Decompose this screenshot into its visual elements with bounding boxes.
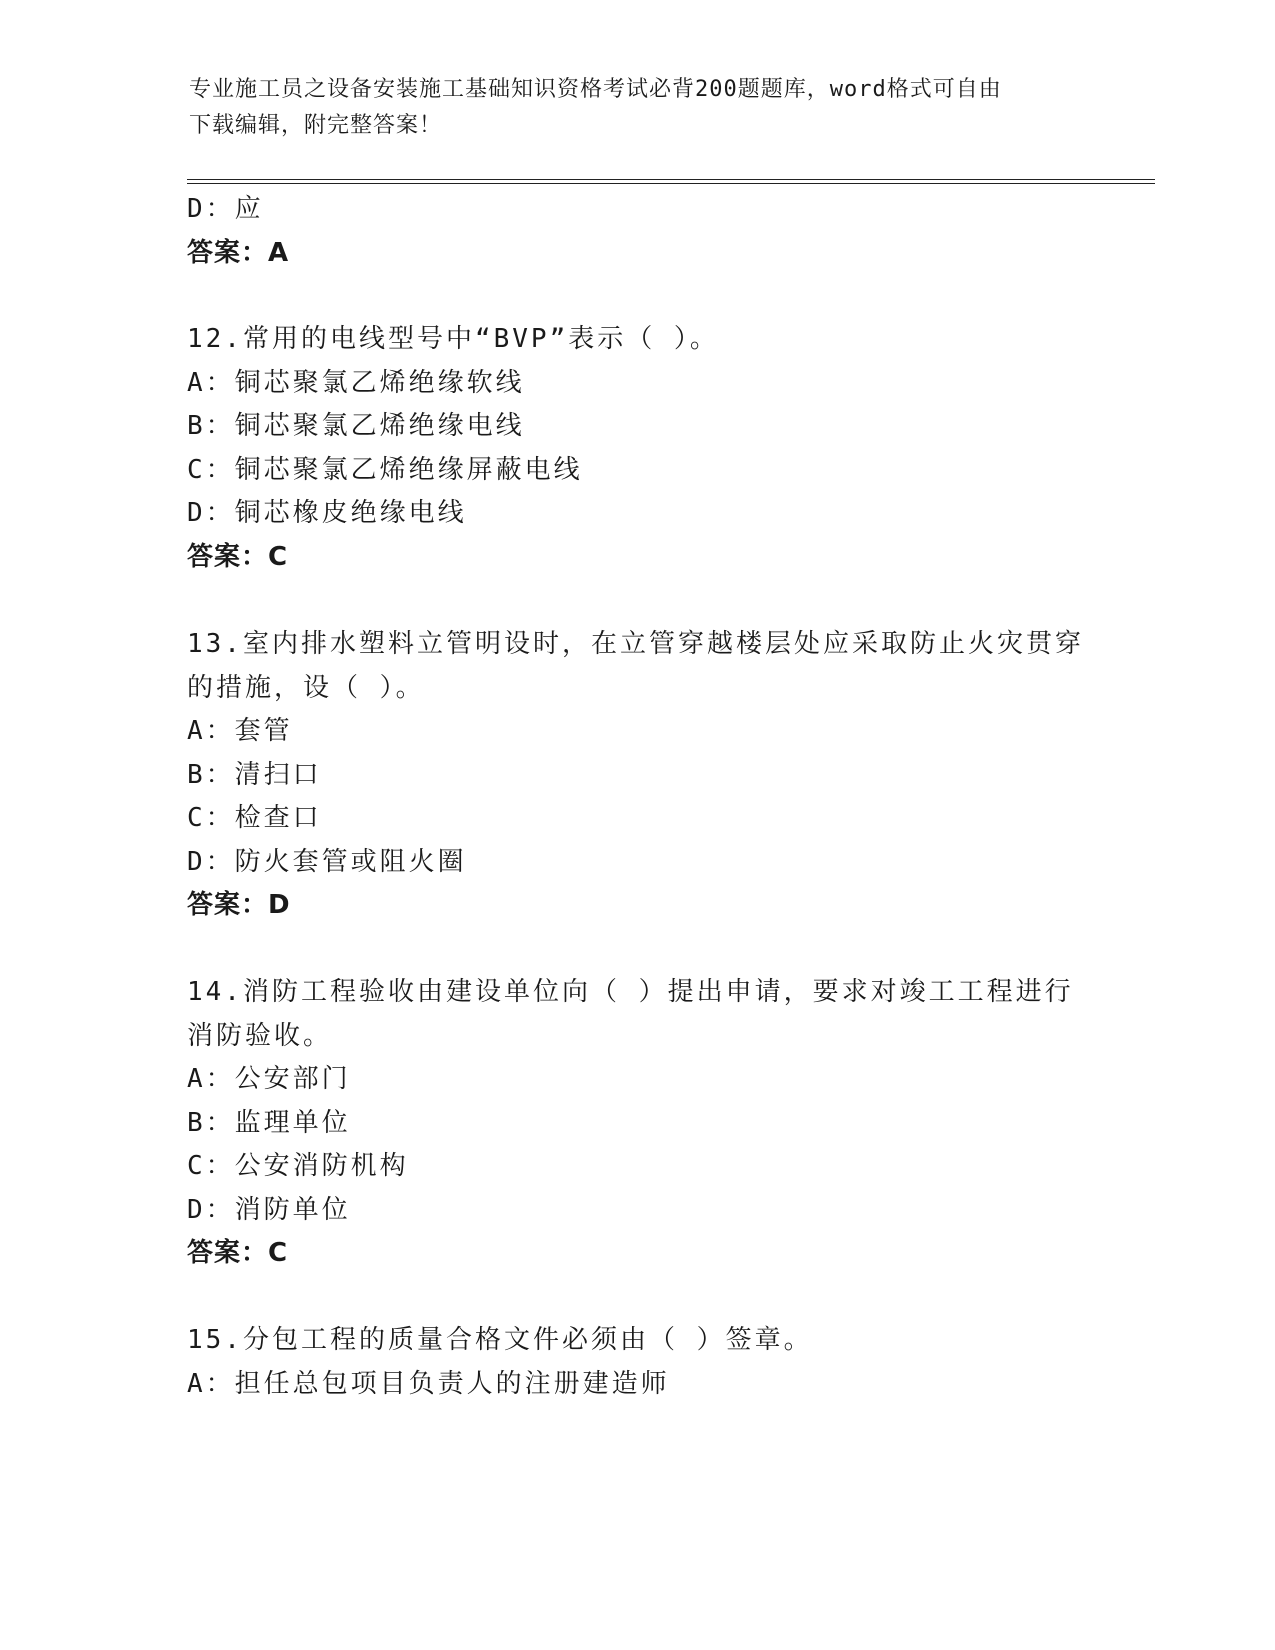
q14-option-b: B：监理单位 bbox=[187, 1108, 351, 1138]
prev-option-d: D：应 bbox=[187, 194, 264, 224]
document-header bbox=[189, 72, 1089, 144]
header-divider-bottom bbox=[187, 183, 1155, 184]
q14-option-a: A：公安部门 bbox=[187, 1064, 351, 1094]
header-line-1: 专业施工员之设备安装施工基础知识资格考试必背200题题库，word格式可自由 bbox=[189, 77, 1002, 102]
q14-option-d: D：消防单位 bbox=[187, 1195, 351, 1225]
q12-option-b: B：铜芯聚氯乙烯绝缘电线 bbox=[187, 411, 525, 441]
q14-stem-line-2: 消防验收。 bbox=[187, 1021, 333, 1051]
header-line-2: 下载编辑，附完整答案！ bbox=[189, 113, 443, 138]
q12-option-a: A：铜芯聚氯乙烯绝缘软线 bbox=[187, 368, 525, 398]
q15-option-a: A：担任总包项目负责人的注册建造师 bbox=[187, 1369, 670, 1399]
q12-answer: 答案：C bbox=[187, 542, 289, 572]
q13-option-a: A：套管 bbox=[187, 716, 293, 746]
q14-stem-line-1: 14.消防工程验收由建设单位向（ ）提出申请，要求对竣工工程进行 bbox=[187, 977, 1074, 1007]
q13-stem-line-1: 13.室内排水塑料立管明设时，在立管穿越楼层处应采取防止火灾贯穿 bbox=[187, 629, 1084, 659]
q13-stem-line-2: 的措施，设（ ）。 bbox=[187, 673, 425, 703]
q12-option-d: D：铜芯橡皮绝缘电线 bbox=[187, 498, 467, 528]
q13-answer: 答案：D bbox=[187, 890, 291, 920]
q14-option-c: C：公安消防机构 bbox=[187, 1151, 409, 1181]
q12-stem: 12.常用的电线型号中“BVP”表示（ ）。 bbox=[187, 324, 719, 354]
q12-option-c: C：铜芯聚氯乙烯绝缘屏蔽电线 bbox=[187, 455, 583, 485]
q13-option-b: B：清扫口 bbox=[187, 760, 322, 790]
q13-option-c: C：检查口 bbox=[187, 803, 322, 833]
q14-answer: 答案：C bbox=[187, 1238, 289, 1268]
q13-option-d: D：防火套管或阻火圈 bbox=[187, 847, 467, 877]
prev-answer: 答案：A bbox=[187, 238, 290, 268]
header-divider-top bbox=[187, 179, 1155, 180]
q15-stem: 15.分包工程的质量合格文件必须由（ ）签章。 bbox=[187, 1325, 813, 1355]
